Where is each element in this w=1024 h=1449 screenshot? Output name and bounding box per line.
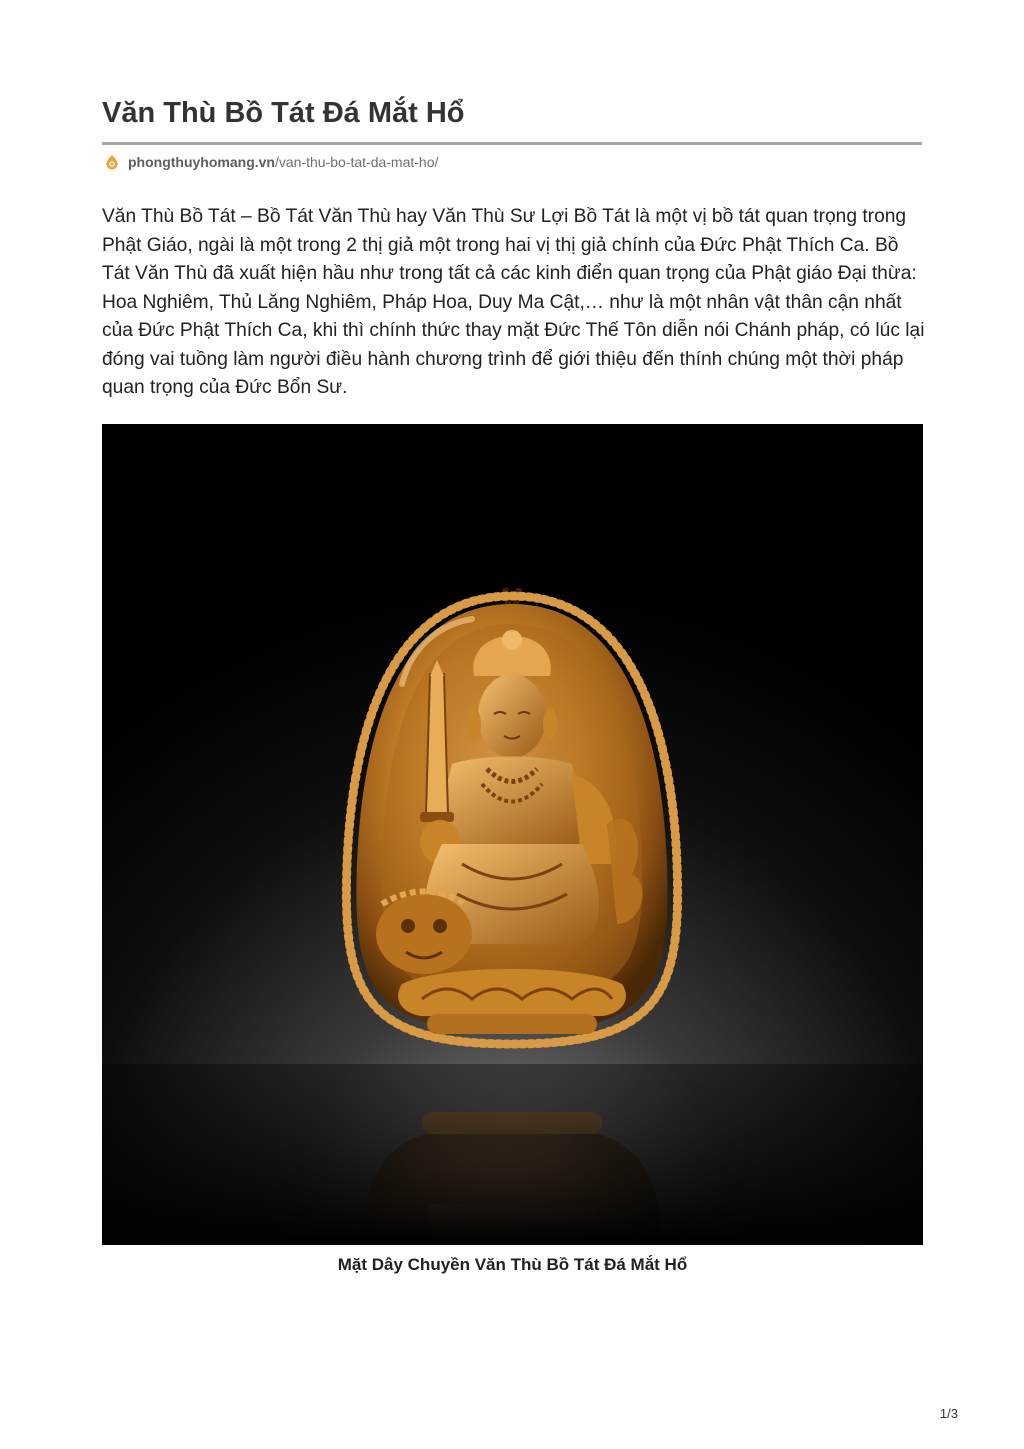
title-divider xyxy=(102,142,922,145)
source-path[interactable]: /van-thu-bo-tat-da-mat-ho/ xyxy=(274,154,439,170)
pendant-image xyxy=(102,424,923,1245)
page-title: Văn Thù Bồ Tát Đá Mắt Hổ xyxy=(102,97,465,129)
source-link[interactable] xyxy=(104,152,438,172)
intro-paragraph: Văn Thù Bồ Tát – Bồ Tát Văn Thù hay Văn Thù Sư Lợi Bồ Tát là một vị bồ tát quan trọng trong Phật Giáo, ngài là một trong 2 thị giả một trong hai vị thị giả chính của Đức Phật Thích Ca. Bồ Tát Văn Thù đã xuất hiện hầu như trong tất cả các kinh điển quan trọng của Phật giáo Đại thừa: Hoa Nghiêm, Thủ Lăng Nghiêm, Pháp Hoa, Duy Ma Cật,… như là một nhân vật thân cận nhất của Đức Phật Thích Ca, khi thì chính thức thay mặt Đức Thế Tôn diễn nói Chánh pháp, có lúc lại đóng vai tuồng làm người điều hành chương trình để giới thiệu đến thính chúng một thời pháp quan trọng của Đức Bổn Sư. xyxy=(102,206,925,398)
page-number: 1/3 xyxy=(939,1406,958,1421)
site-favicon-icon xyxy=(104,154,120,170)
figure-caption: Mặt Dây Chuyền Văn Thù Bồ Tát Đá Mắt Hổ xyxy=(337,1255,688,1274)
pendant-illustration xyxy=(102,424,923,1245)
source-domain[interactable]: phongthuyhomang.vn xyxy=(128,154,275,170)
